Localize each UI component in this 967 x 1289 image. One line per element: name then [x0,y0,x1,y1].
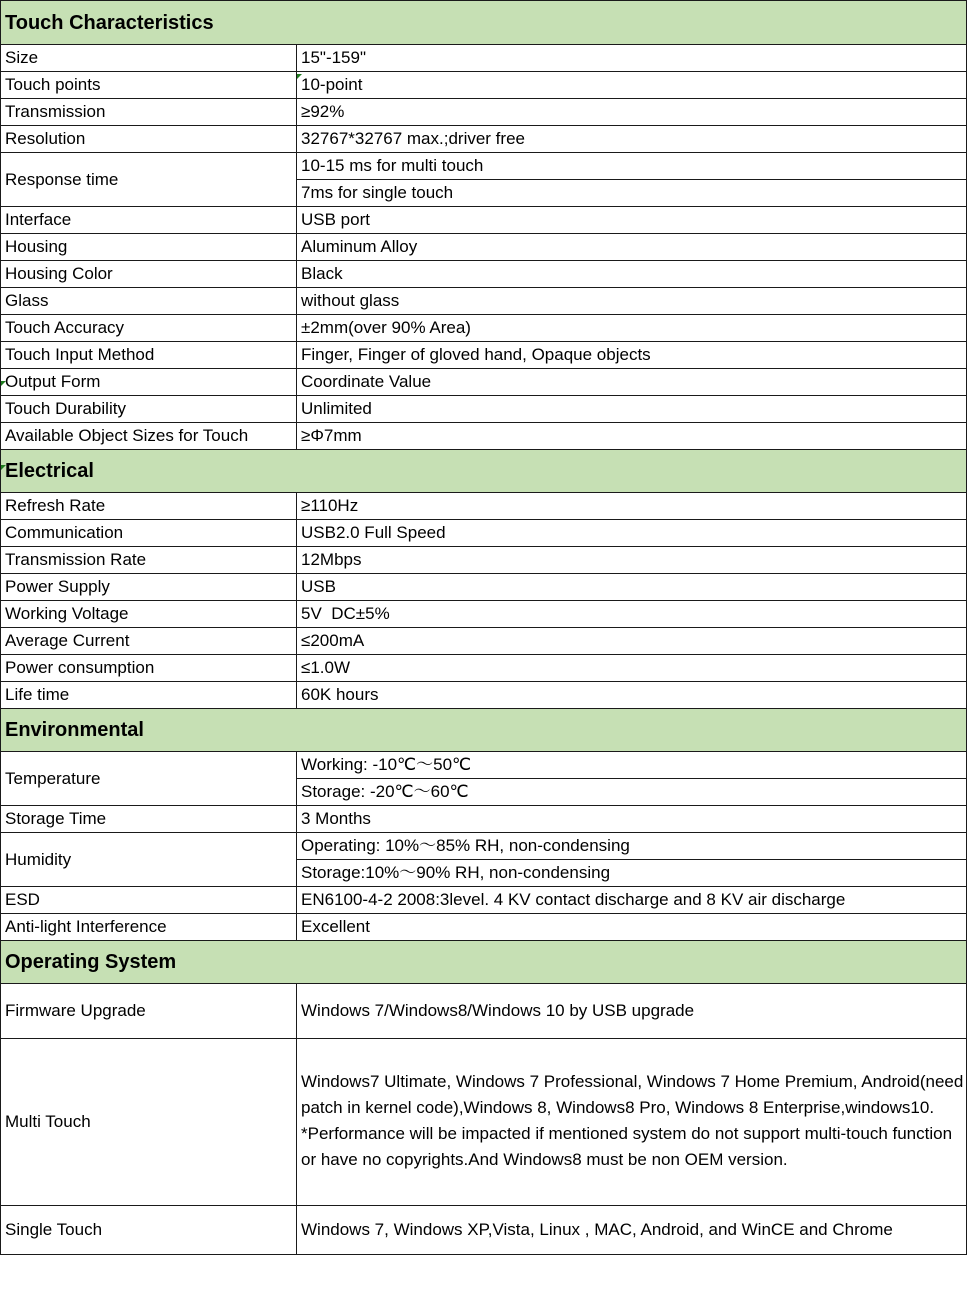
spec-value: USB2.0 Full Speed [297,520,967,547]
spec-label: Response time [1,153,297,207]
spec-value-multi-touch [297,1039,967,1206]
table-row [1,261,967,288]
spec-value: Windows7 Ultimate, Windows 7 Professional, Windows 7 Home Premium, Android(need patch in kernel code),Windows 8, Windows8 Pro, Windows 8 Enterprise,windows10. [301,1072,964,1117]
section-header-touch [1,1,967,45]
spec-label: Refresh Rate [1,493,297,520]
table-row [1,1206,967,1255]
spec-label: Interface [1,207,297,234]
section-title: Electrical [1,450,967,493]
spec-value: ≥Φ7mm [297,423,967,450]
section-header-environmental [1,709,967,752]
spec-value: 10-point [297,72,967,99]
table-row [1,655,967,682]
spec-note: *Performance will be impacted if mentioned system do not support multi-touch function or have no copyrights.And Windows8 must be non OEM version. [301,1124,953,1169]
table-row [1,520,967,547]
spec-label: Touch points [1,72,297,99]
spec-value: 3 Months [297,806,967,833]
spec-label: Life time [1,682,297,709]
spec-label: Communication [1,520,297,547]
spec-value: Working: -10℃～50℃ [297,752,967,779]
spec-label: ESD [1,887,297,914]
spec-value: Unlimited [297,396,967,423]
table-row [1,342,967,369]
table-row [1,752,967,779]
spec-value: without glass [297,288,967,315]
table-row [1,45,967,72]
spec-label: Transmission Rate [1,547,297,574]
spec-label: Touch Durability [1,396,297,423]
spec-label: Touch Input Method [1,342,297,369]
spec-label: Average Current [1,628,297,655]
cell-comment-marker [1,465,6,470]
spec-label: Glass [1,288,297,315]
spec-value: ≤200mA [297,628,967,655]
spec-value: Aluminum Alloy [297,234,967,261]
table-row [1,396,967,423]
table-row [1,423,967,450]
spec-label: Available Object Sizes for Touch [1,423,297,450]
spec-value: Operating: 10%～85% RH, non-condensing [297,833,967,860]
table-row [1,547,967,574]
table-row [1,628,967,655]
spec-value: USB port [297,207,967,234]
spec-label: Touch Accuracy [1,315,297,342]
spec-label: Multi Touch [1,1039,297,1206]
spec-value: ≥110Hz [297,493,967,520]
table-row [1,887,967,914]
table-row [1,601,967,628]
spec-label: Single Touch [1,1206,297,1255]
spec-value: ±2mm(over 90% Area) [297,315,967,342]
table-row [1,288,967,315]
spec-label: Anti-light Interference [1,914,297,941]
table-row [1,153,967,180]
section-title: Touch Characteristics [1,1,967,45]
spec-label: Resolution [1,126,297,153]
spec-label: Housing [1,234,297,261]
table-row [1,493,967,520]
spec-value: Windows 7, Windows XP,Vista, Linux , MAC, Android, and WinCE and Chrome [297,1206,967,1255]
spec-value: Excellent [297,914,967,941]
spec-value: USB [297,574,967,601]
spec-value: 15"-159" [297,45,967,72]
spec-value: ≤1.0W [297,655,967,682]
table-row [1,1039,967,1206]
section-header-operating-system [1,941,967,984]
spec-label: Temperature [1,752,297,806]
table-row [1,234,967,261]
table-row [1,315,967,342]
table-row [1,207,967,234]
table-row [1,99,967,126]
spec-value: Coordinate Value [297,369,967,396]
section-header-electrical [1,450,967,493]
table-row [1,574,967,601]
cell-comment-marker [1,381,6,386]
table-row [1,126,967,153]
spec-label: Working Voltage [1,601,297,628]
spec-value: 10-15 ms for multi touch [297,153,967,180]
table-row [1,72,967,99]
table-row [1,914,967,941]
table-row [1,806,967,833]
spec-value: Storage:10%～90% RH, non-condensing [297,860,967,887]
section-title: Operating System [1,941,967,984]
spec-label: Transmission [1,99,297,126]
spec-value: Storage: -20℃～60℃ [297,779,967,806]
spec-value: Black [297,261,967,288]
table-row [1,984,967,1039]
spec-value: EN6100-4-2 2008:3level. 4 KV contact discharge and 8 KV air discharge [297,887,967,914]
table-row [1,369,967,396]
spec-label: Output Form [1,369,297,396]
spec-value: 5V DC±5% [297,601,967,628]
spec-value: 32767*32767 max.;driver free [297,126,967,153]
spec-label: Humidity [1,833,297,887]
spec-label: Storage Time [1,806,297,833]
spec-label: Power Supply [1,574,297,601]
spec-label: Firmware Upgrade [1,984,297,1039]
spec-label: Housing Color [1,261,297,288]
spec-value: Finger, Finger of gloved hand, Opaque objects [297,342,967,369]
spec-value: 60K hours [297,682,967,709]
cell-comment-marker [297,74,302,79]
spec-label: Power consumption [1,655,297,682]
spec-value: 7ms for single touch [297,180,967,207]
table-row [1,682,967,709]
spec-label: Size [1,45,297,72]
spec-value: 12Mbps [297,547,967,574]
spec-value: ≥92% [297,99,967,126]
spec-value: Windows 7/Windows8/Windows 10 by USB upgrade [297,984,967,1039]
section-title: Environmental [1,709,967,752]
table-row [1,833,967,860]
